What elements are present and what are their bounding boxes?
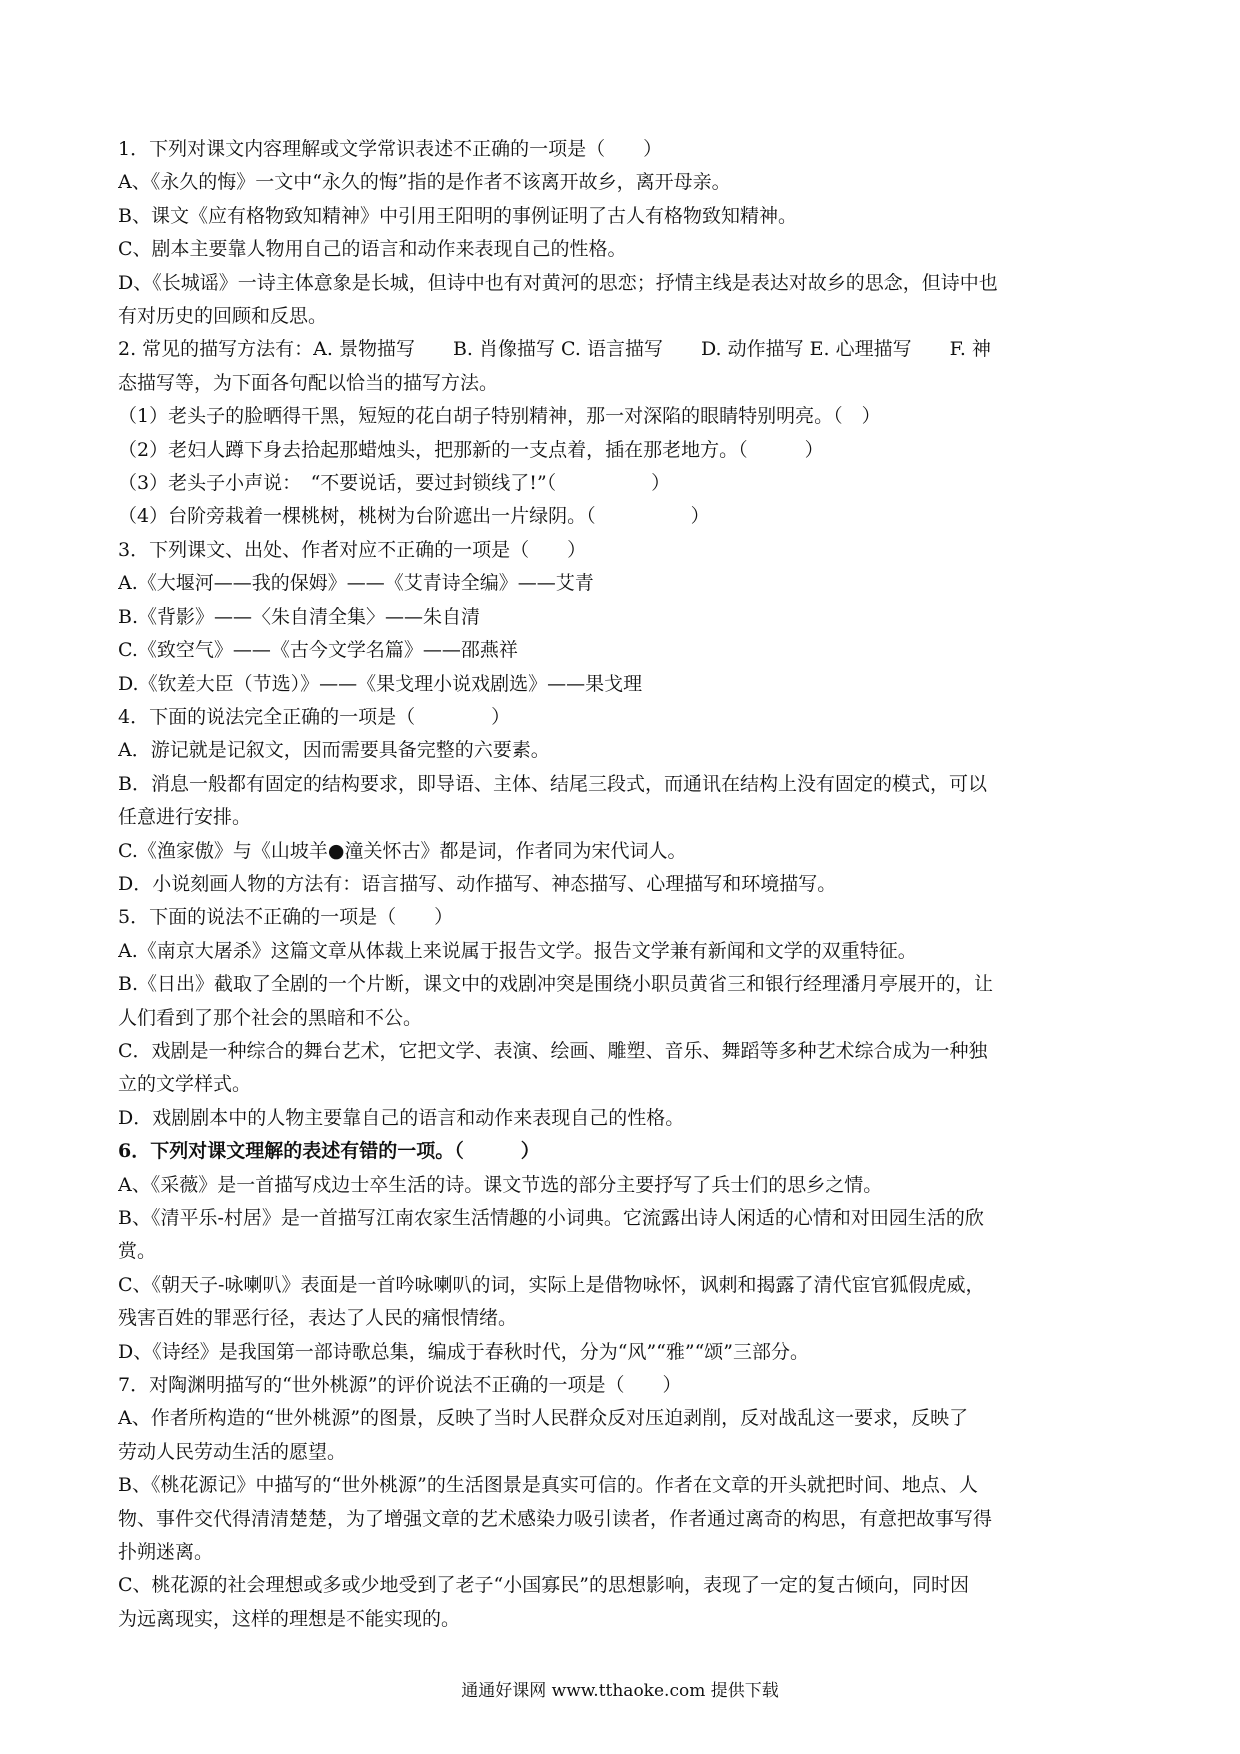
text-line: A.《大堰河——我的保姆》——《艾青诗全编》——艾青 xyxy=(118,572,594,595)
text-line: C．戏剧是一种综合的舞台艺术，它把文学、表演、绘画、雕塑、音乐、舞蹈等多种艺术综合成为一种独 xyxy=(118,1039,988,1062)
text-line: A、《永久的悔》一文中“永久的悔”指的是作者不该离开故乡，离开母亲。 xyxy=(118,171,731,194)
text-line: B.《背影》——〈朱自清全集〉——朱自清 xyxy=(118,605,481,628)
text-line: 5．下面的说法不正确的一项是（ ） xyxy=(118,906,454,929)
text-line: A、作者所构造的“世外桃源”的图景，反映了当时人民群众反对压迫剥削，反对战乱这一要求，反映了 xyxy=(118,1407,969,1430)
text-line: 立的文学样式。 xyxy=(118,1073,252,1096)
text-line: D、《诗经》是我国第一部诗歌总集，编成于春秋时代，分为“风”“雅”“颂”三部分。 xyxy=(118,1340,810,1363)
text-line: 任意进行安排。 xyxy=(118,806,252,829)
text-line: A．游记就是记叙文，因而需要具备完整的六要素。 xyxy=(118,739,550,762)
text-line: B、《桃花源记》中描写的“世外桃源”的生活图景是真实可信的。作者在文章的开头就把时间、地点、人 xyxy=(118,1474,978,1497)
text-line: 态描写等，为下面各句配以恰当的描写方法。 xyxy=(118,371,499,394)
text-line: （1）老头子的脸晒得干黑，短短的花白胡子特别精神，那一对深陷的眼睛特别明亮。（ ） xyxy=(118,405,881,428)
text-line: D．戏剧剧本中的人物主要靠自己的语言和动作来表现自己的性格。 xyxy=(118,1106,685,1129)
text-line: C.《致空气》——《古今文学名篇》——邵燕祥 xyxy=(118,639,518,662)
text-line: D、《长城谣》一诗主体意象是长城，但诗中也有对黄河的思恋；抒情主线是表达对故乡的思念，但诗中也 xyxy=(118,271,998,294)
text-line: D．小说刻画人物的方法有：语言描写、动作描写、神态描写、心理描写和环境描写。 xyxy=(118,872,837,895)
text-line: A、《采薇》是一首描写戍边士卒生活的诗。课文节选的部分主要抒写了兵士们的思乡之情。 xyxy=(118,1173,883,1196)
text-line: 赏。 xyxy=(118,1240,157,1263)
page-footer: 通通好课网 www.tthaoke.com 提供下载 xyxy=(461,1681,779,1701)
text-line: 物、事件交代得清清楚楚，为了增强文章的艺术感染力吸引读者，作者通过离奇的构思，有意把故事写得 xyxy=(118,1507,993,1530)
text-line: C.《渔家傲》与《山坡羊●潼关怀古》都是词，作者同为宋代词人。 xyxy=(118,839,687,862)
text-line: B、课文《应有格物致知精神》中引用王阳明的事例证明了古人有格物致知精神。 xyxy=(118,204,797,227)
document-body xyxy=(118,133,1132,1636)
text-line: D.《钦差大臣（节选）》——《果戈理小说戏剧选》——果戈理 xyxy=(118,672,643,695)
text-line: 3．下列课文、出处、作者对应不正确的一项是（ ） xyxy=(118,538,587,561)
text-line: C、《朝天子-咏喇叭》表面是一首吟咏喇叭的词，实际上是借物咏怀，讽刺和揭露了清代宦官狐假虎威， xyxy=(118,1273,985,1296)
text-line: 1．下列对课文内容理解或文学常识表述不正确的一项是（ ） xyxy=(118,138,663,160)
text-line: 7．对陶渊明描写的“世外桃源”的评价说法不正确的一项是（ ） xyxy=(118,1374,682,1397)
text-line: 人们看到了那个社会的黑暗和不公。 xyxy=(118,1006,423,1029)
text-line: B.《日出》截取了全剧的一个片断，课文中的戏剧冲突是围绕小职员黄省三和银行经理潘月亭展开的，让 xyxy=(118,973,994,996)
text-line: C、桃花源的社会理想或多或少地受到了老子“小国寡民”的思想影响，表现了一定的复古倾向，同时因 xyxy=(118,1574,969,1597)
text-line: 4．下面的说法完全正确的一项是（ ） xyxy=(118,705,511,728)
text-line: A.《南京大屠杀》这篇文章从体裁上来说属于报告文学。报告文学兼有新闻和文学的双重特征。 xyxy=(118,939,917,962)
text-line: C、剧本主要靠人物用自己的语言和动作来表现自己的性格。 xyxy=(118,238,627,261)
text-line: 劳动人民劳动生活的愿望。 xyxy=(118,1440,347,1463)
text-line: （4）台阶旁栽着一棵桃树，桃树为台阶遮出一片绿阴。（ ） xyxy=(118,505,710,528)
text-line: 残害百姓的罪恶行径，表达了人民的痛恨情绪。 xyxy=(118,1307,518,1330)
text-line: B、《清平乐-村居》是一首描写江南农家生活情趣的小词典。它流露出诗人闲适的心情和对田园生活的欣 xyxy=(118,1207,984,1229)
text-line: 6．下列对课文理解的表述有错的一项。（ ） xyxy=(118,1140,540,1163)
text-line: B．消息一般都有固定的结构要求，即导语、主体、结尾三段式，而通讯在结构上没有固定的模式，可以 xyxy=(118,772,987,795)
text-line: （3）老头子小声说： “不要说话，要过封锁线了!”（ ） xyxy=(118,472,671,495)
text-line: 扑朔迷离。 xyxy=(118,1541,214,1564)
text-line: 有对历史的回顾和反思。 xyxy=(118,305,328,328)
text-line: （2）老妇人蹲下身去拾起那蜡烛头，把那新的一支点着，插在那老地方。（ ） xyxy=(118,438,824,461)
text-line: 为远离现实，这样的理想是不能实现的。 xyxy=(118,1607,461,1630)
text-line: 2. 常见的描写方法有：A. 景物描写 B. 肖像描写 C. 语言描写 D. 动作描写 E. 心理描写 F. 神 xyxy=(118,338,991,361)
